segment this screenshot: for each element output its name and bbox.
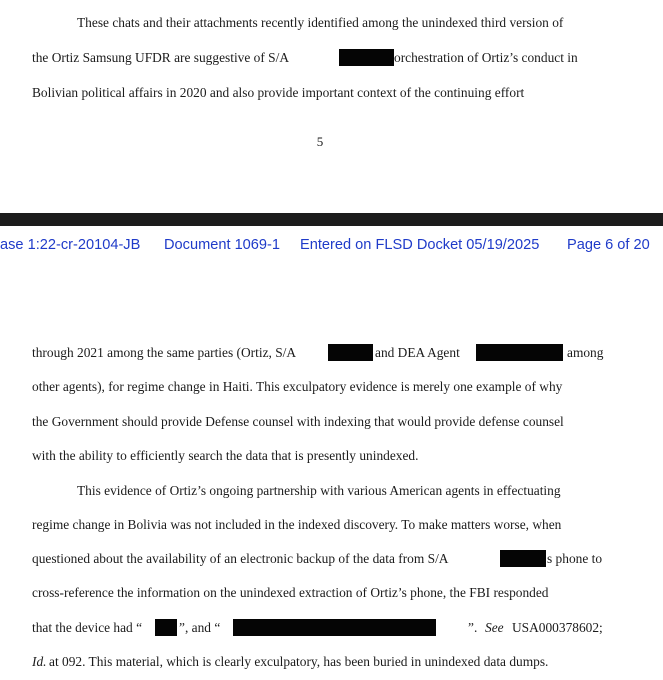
- text-segment: regime change in Bolivia was not included in the indexed discovery. To make matters worse, when: [32, 517, 562, 532]
- text-segment: ”.: [468, 620, 478, 635]
- redaction-box: [339, 49, 394, 66]
- redaction-box: [500, 550, 546, 567]
- text-segment: and DEA Agent: [375, 345, 460, 360]
- text-segment: This evidence of Ortiz’s ongoing partnership with various American agents in effectuating: [77, 483, 561, 498]
- redaction-box: [328, 344, 373, 361]
- page-indicator: Page 6 of 20: [567, 237, 650, 253]
- text-segment: through 2021 among the same parties (Ortiz, S/A: [32, 345, 297, 360]
- text-segment: at 092. This material, which is clearly exculpatory, has been buried in unindexed data dumps.: [49, 654, 549, 669]
- page-divider: [0, 213, 663, 226]
- text-segment: s phone to: [547, 551, 603, 566]
- text-line-content: These chats and their attachments recently identified among the unindexed third version of: [77, 15, 564, 30]
- text-segment: questioned about the availability of an electronic backup of the data from S/A: [32, 551, 449, 566]
- docket-entry: Entered on FLSD Docket 05/19/2025: [300, 237, 540, 253]
- text-segment: ”, and “: [179, 620, 221, 635]
- case-number: ase 1:22-cr-20104-JB: [0, 237, 141, 253]
- text-segment: other agents), for regime change in Haiti. This exculpatory evidence is merely one example of why: [32, 379, 563, 394]
- citation-signal: Id.: [32, 654, 47, 669]
- text-segment: cross-reference the information on the unindexed extraction of Ortiz’s phone, the FBI responded: [32, 585, 549, 600]
- text-segment: with the ability to efficiently search the data that is presently unindexed.: [32, 448, 419, 463]
- text-line-content: orchestration of Ortiz’s conduct in: [394, 50, 578, 65]
- text-segment: USA000378602;: [512, 620, 603, 635]
- text-line-content: Bolivian political affairs in 2020 and also provide important context of the continuing effort: [32, 85, 525, 100]
- case-header: [0, 237, 663, 259]
- previous-page-fragment: [0, 0, 663, 212]
- text-segment: the Government should provide Defense counsel with indexing that would provide defense counsel: [32, 414, 564, 429]
- page-number: 5: [316, 134, 324, 149]
- citation-signal: See: [485, 620, 504, 635]
- document-number: Document 1069-1: [164, 237, 281, 253]
- text-segment: among: [567, 345, 604, 360]
- redaction-box: [476, 344, 563, 361]
- text-line-content: the Ortiz Samsung UFDR are suggestive of S/A: [32, 50, 289, 65]
- text-segment: that the device had “: [32, 620, 143, 635]
- redaction-box: [155, 619, 177, 636]
- redaction-box: [233, 619, 436, 636]
